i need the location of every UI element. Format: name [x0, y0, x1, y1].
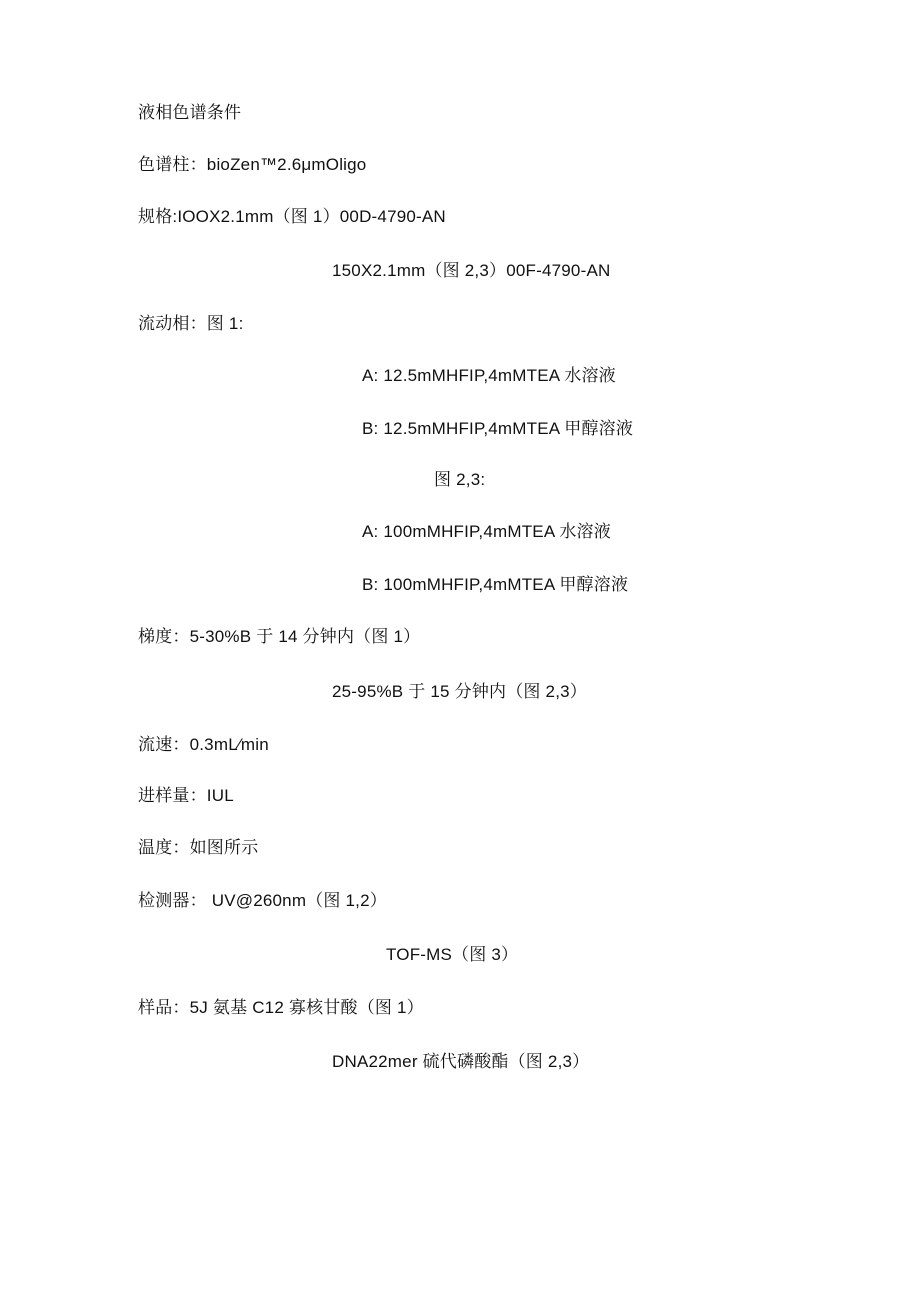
injection-volume-line: 进样量：IUL: [138, 786, 234, 805]
mobile-phase-1-b: B: 12.5mMHFIP,4mMTEA 甲醇溶液: [362, 419, 634, 438]
mobile-phase-2-label: 图 2,3:: [434, 470, 486, 489]
section-heading: 液相色谱条件: [138, 103, 242, 122]
spec-line-2: 150X2.1mm（图 2,3）00F-4790-AN: [332, 261, 611, 280]
temperature-line: 温度：如图所示: [138, 838, 259, 857]
flow-rate-line: 流速：0.3mL⁄min: [138, 735, 269, 754]
mobile-phase-2-b: B: 100mMHFIP,4mMTEA 甲醇溶液: [362, 575, 629, 594]
mobile-phase-2-a: A: 100mMHFIP,4mMTEA 水溶液: [362, 522, 611, 541]
mobile-phase-label: 流动相：图 1:: [138, 314, 244, 333]
sample-line-2: DNA22mer 硫代磷酸酯（图 2,3）: [332, 1052, 590, 1071]
detector-line-1: 检测器： UV@260nm（图 1,2）: [138, 891, 387, 910]
sample-line-1: 样品：5J 氨基 C12 寡核甘酸（图 1）: [138, 998, 424, 1017]
gradient-line-1: 梯度：5-30%B 于 14 分钟内（图 1）: [138, 627, 421, 646]
gradient-line-2: 25-95%B 于 15 分钟内（图 2,3）: [332, 682, 587, 701]
spec-line-1: 规格:IOOX2.1mm（图 1）00D-4790-AN: [138, 207, 446, 226]
detector-line-2: TOF-MS（图 3）: [386, 945, 519, 964]
mobile-phase-1-a: A: 12.5mMHFIP,4mMTEA 水溶液: [362, 366, 616, 385]
column-line: 色谱柱：bioZen™2.6μmOligo: [138, 155, 367, 174]
